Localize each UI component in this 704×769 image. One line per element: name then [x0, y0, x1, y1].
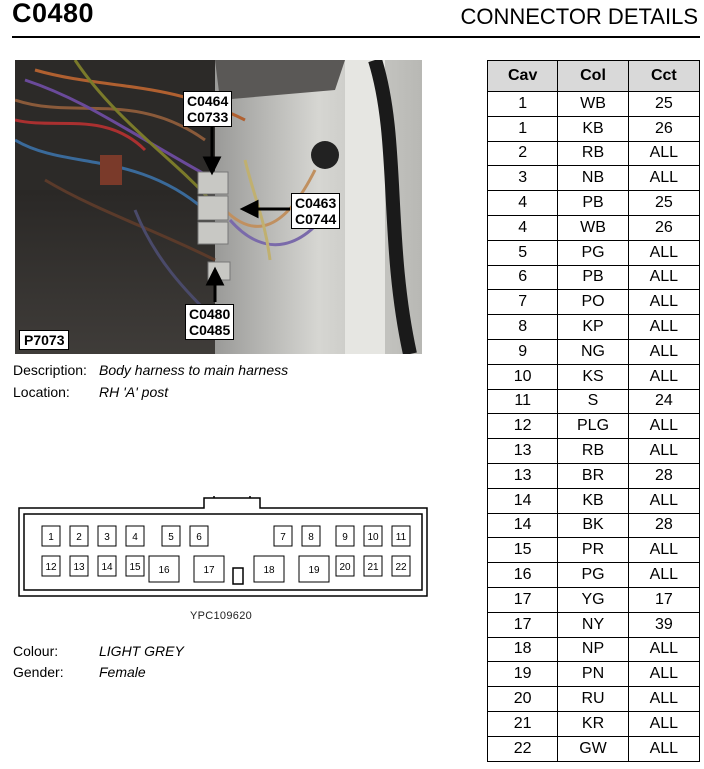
cavity-number: 20	[339, 562, 351, 573]
table-row	[488, 488, 700, 513]
cell-cav: 22	[488, 736, 558, 761]
table-header-row	[488, 61, 700, 92]
cavity	[126, 556, 144, 576]
cavity-number: 22	[395, 562, 407, 573]
gender-row	[13, 661, 146, 683]
cell-cav: 19	[488, 662, 558, 687]
table-row	[488, 265, 700, 290]
cell-cav: 1	[488, 116, 558, 141]
cell-cav: 21	[488, 711, 558, 736]
cell-cav: 9	[488, 339, 558, 364]
table-row	[488, 439, 700, 464]
cell-cav: 14	[488, 513, 558, 538]
cell-col: PR	[558, 538, 628, 563]
colour-value: LIGHT GREY	[99, 643, 184, 659]
cell-cct: 28	[628, 513, 699, 538]
cavity	[302, 526, 320, 546]
cell-cct: ALL	[628, 240, 699, 265]
table-row	[488, 166, 700, 191]
table-row	[488, 364, 700, 389]
cell-col: PO	[558, 290, 628, 315]
table-row	[488, 637, 700, 662]
cavity	[42, 526, 60, 546]
cell-cct: ALL	[628, 687, 699, 712]
cell-cav: 6	[488, 265, 558, 290]
cell-col: PG	[558, 240, 628, 265]
table-row	[488, 92, 700, 117]
cell-cct: ALL	[628, 736, 699, 761]
drawing-id: YPC109620	[190, 610, 253, 622]
cell-cav: 14	[488, 488, 558, 513]
cavity-number: 3	[104, 532, 110, 543]
table-row	[488, 215, 700, 240]
cell-cct: ALL	[628, 315, 699, 340]
cell-col: YG	[558, 587, 628, 612]
cell-cct: 39	[628, 612, 699, 637]
gender-label: Gender:	[13, 664, 64, 680]
cavity	[336, 556, 354, 576]
cavity-number: 15	[129, 562, 141, 573]
cell-cct: 25	[628, 92, 699, 117]
location-label: Location:	[13, 384, 70, 400]
cavity-number: 1	[48, 532, 54, 543]
cavity	[126, 526, 144, 546]
header-divider	[12, 36, 700, 38]
cell-cav: 7	[488, 290, 558, 315]
cell-col: KS	[558, 364, 628, 389]
table-row	[488, 315, 700, 340]
cell-cct: ALL	[628, 290, 699, 315]
cell-cav: 4	[488, 191, 558, 216]
cell-col: KB	[558, 116, 628, 141]
cell-col: S	[558, 389, 628, 414]
cell-cct: 26	[628, 116, 699, 141]
cavity-number: 13	[73, 562, 85, 573]
callout-c0464-c0733: C0464 C0733	[183, 91, 232, 127]
colour-row	[13, 640, 184, 662]
cell-cav: 2	[488, 141, 558, 166]
cavity-number: 21	[367, 562, 379, 573]
table-row	[488, 290, 700, 315]
cavity	[392, 526, 410, 546]
cell-col: BR	[558, 463, 628, 488]
cell-col: KR	[558, 711, 628, 736]
cell-col: NP	[558, 637, 628, 662]
cavity	[42, 556, 60, 576]
table-row	[488, 141, 700, 166]
colour-label: Colour:	[13, 643, 59, 659]
cell-cav: 11	[488, 389, 558, 414]
cell-cct: ALL	[628, 414, 699, 439]
cell-col: PB	[558, 265, 628, 290]
cavity	[392, 556, 410, 576]
cell-col: WB	[558, 92, 628, 117]
connector-code: C0480	[12, 0, 95, 28]
location-value: RH 'A' post	[99, 384, 169, 400]
cell-cct: ALL	[628, 166, 699, 191]
cell-col: NY	[558, 612, 628, 637]
cell-cav: 12	[488, 414, 558, 439]
cavity	[299, 556, 329, 582]
location-row	[13, 381, 168, 403]
cell-col: NB	[558, 166, 628, 191]
cavity-number: 11	[395, 532, 407, 543]
cavity-number: 7	[280, 532, 286, 543]
description-row	[13, 359, 288, 381]
cell-col: GW	[558, 736, 628, 761]
cell-col: WB	[558, 215, 628, 240]
cell-cct: ALL	[628, 141, 699, 166]
cavity-number: 8	[308, 532, 314, 543]
cavity	[190, 526, 208, 546]
cell-cav: 18	[488, 637, 558, 662]
cell-cct: ALL	[628, 662, 699, 687]
cavity-number: 4	[132, 532, 138, 543]
cavity	[274, 526, 292, 546]
callout-c0463-c0744: C0463 C0744	[291, 193, 340, 229]
gender-value: Female	[99, 664, 146, 680]
cavity	[70, 556, 88, 576]
cell-cct: 17	[628, 587, 699, 612]
photo-id: P7073	[19, 330, 69, 350]
cavity	[364, 526, 382, 546]
table-row	[488, 191, 700, 216]
cell-cav: 16	[488, 563, 558, 588]
table-row	[488, 711, 700, 736]
header-cav: Cav	[488, 61, 558, 92]
cell-cct: ALL	[628, 364, 699, 389]
cell-col: KP	[558, 315, 628, 340]
table-row	[488, 687, 700, 712]
cell-cav: 8	[488, 315, 558, 340]
connector-details-table	[487, 60, 700, 762]
cell-cct: ALL	[628, 339, 699, 364]
description-value: Body harness to main harness	[99, 362, 289, 378]
table-row	[488, 339, 700, 364]
cavity	[364, 556, 382, 576]
page-title: CONNECTOR DETAILS	[460, 4, 698, 29]
table-row	[488, 463, 700, 488]
table-row	[488, 513, 700, 538]
cell-col: RB	[558, 141, 628, 166]
cavity-number: 19	[308, 565, 320, 576]
table-row	[488, 414, 700, 439]
description-label: Description:	[13, 362, 87, 378]
cavity-number: 2	[76, 532, 82, 543]
cavity-number: 12	[45, 562, 57, 573]
table-row	[488, 587, 700, 612]
cell-cct: 26	[628, 215, 699, 240]
cell-cct: ALL	[628, 538, 699, 563]
cell-cav: 1	[488, 92, 558, 117]
cell-cct: ALL	[628, 637, 699, 662]
table-row	[488, 662, 700, 687]
cell-cav: 10	[488, 364, 558, 389]
cavity	[254, 556, 284, 582]
cell-cct: ALL	[628, 488, 699, 513]
table-row	[488, 240, 700, 265]
cell-cav: 13	[488, 439, 558, 464]
cavity-number: 6	[196, 532, 202, 543]
cell-col: RB	[558, 439, 628, 464]
cavity-number: 16	[158, 565, 170, 576]
cell-cct: 25	[628, 191, 699, 216]
cavity	[336, 526, 354, 546]
cell-cct: ALL	[628, 563, 699, 588]
cavity-number: 5	[168, 532, 174, 543]
cavity	[98, 526, 116, 546]
cell-cav: 5	[488, 240, 558, 265]
cell-cct: 28	[628, 463, 699, 488]
table-row	[488, 563, 700, 588]
connector-face-drawing	[14, 496, 434, 604]
table-row	[488, 612, 700, 637]
header-col: Col	[558, 61, 628, 92]
cell-col: PB	[558, 191, 628, 216]
location-photo	[15, 60, 422, 354]
cell-col: PN	[558, 662, 628, 687]
cavity-number: 17	[203, 565, 215, 576]
cell-cav: 15	[488, 538, 558, 563]
cell-cav: 17	[488, 587, 558, 612]
cavity-number: 9	[342, 532, 348, 543]
cell-cav: 3	[488, 166, 558, 191]
cavity	[70, 526, 88, 546]
cell-col: PG	[558, 563, 628, 588]
cell-cav: 4	[488, 215, 558, 240]
cell-cct: ALL	[628, 439, 699, 464]
table-row	[488, 389, 700, 414]
cavity	[149, 556, 179, 582]
cell-col: PLG	[558, 414, 628, 439]
table-row	[488, 538, 700, 563]
cell-cav: 20	[488, 687, 558, 712]
cell-cct: ALL	[628, 711, 699, 736]
cavity-number: 18	[263, 565, 275, 576]
cell-cct: ALL	[628, 265, 699, 290]
cell-cav: 13	[488, 463, 558, 488]
table-row	[488, 736, 700, 761]
cell-cav: 17	[488, 612, 558, 637]
header-cct: Cct	[628, 61, 699, 92]
callout-c0480-c0485: C0480 C0485	[185, 304, 234, 340]
cell-cct: 24	[628, 389, 699, 414]
cavity	[162, 526, 180, 546]
cell-col: RU	[558, 687, 628, 712]
cavity-number: 10	[367, 532, 379, 543]
cavity-number: 14	[101, 562, 113, 573]
cell-col: NG	[558, 339, 628, 364]
cell-col: KB	[558, 488, 628, 513]
cell-col: BK	[558, 513, 628, 538]
cavity	[194, 556, 224, 582]
table-row	[488, 116, 700, 141]
cavity	[98, 556, 116, 576]
